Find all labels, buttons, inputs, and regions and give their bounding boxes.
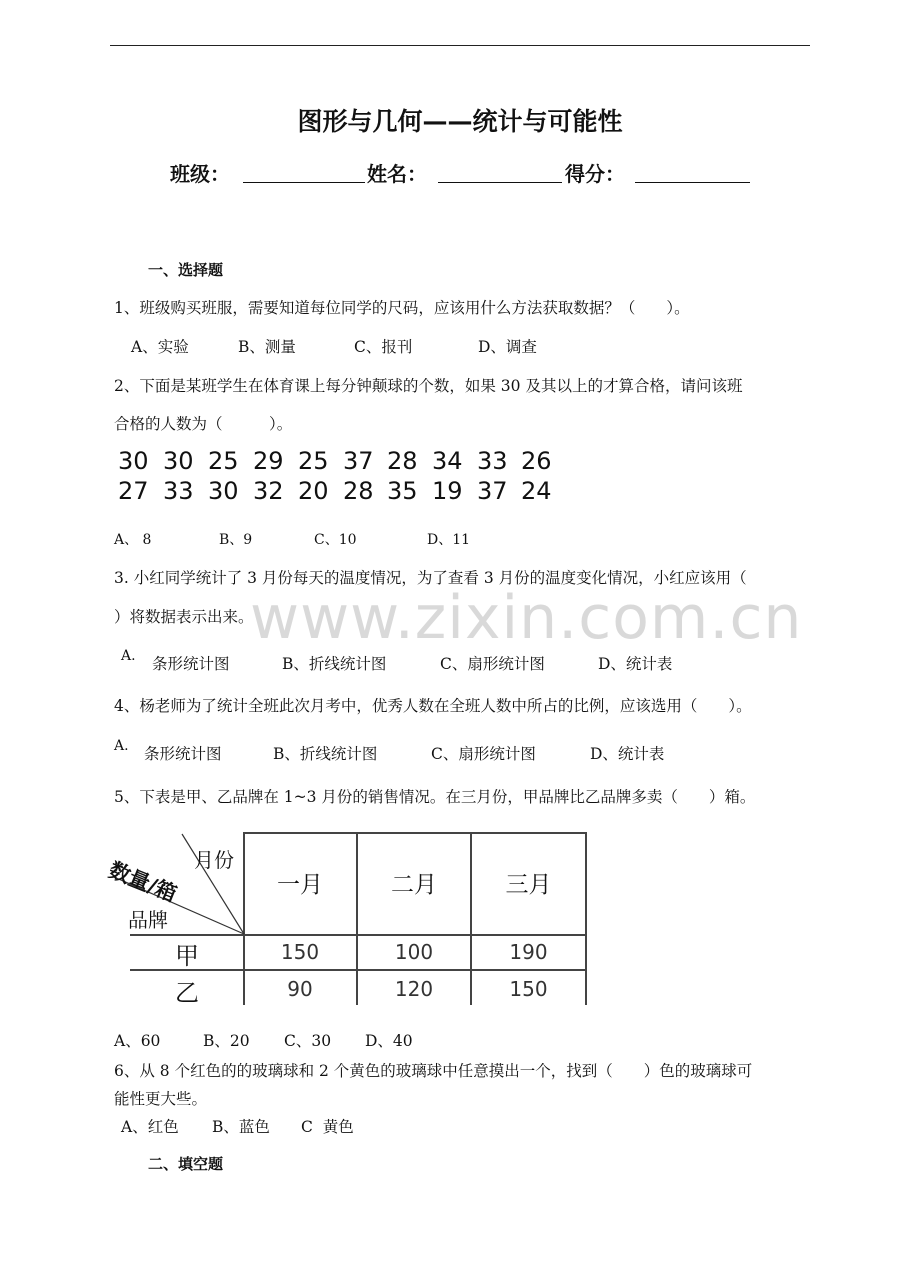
data-value: 19 [432, 477, 463, 505]
table-cell: 150 [280, 940, 320, 964]
data-value: 34 [432, 447, 463, 475]
data-value: 33 [477, 447, 508, 475]
question-3-line2: ）将数据表示出来。 [114, 608, 254, 626]
name-label: 姓名： [367, 162, 427, 186]
corner-quantity-label: 数量/箱 [105, 857, 181, 907]
q3-option-c[interactable]: C、扇形统计图 [440, 655, 545, 673]
score-label: 得分： [565, 162, 625, 186]
data-value: 25 [298, 447, 329, 475]
site-watermark: www.zixin.com.cn [250, 583, 803, 653]
q1-option-a[interactable]: A、实验 [131, 338, 189, 356]
data-value: 37 [477, 477, 508, 505]
table-cell: 120 [394, 977, 434, 1001]
sales-table [105, 832, 586, 1007]
brand-label: 乙 [175, 979, 199, 1007]
table-cell: 150 [509, 977, 548, 1001]
data-value: 35 [387, 477, 418, 505]
section-choice-heading: 一、选择题 [148, 261, 224, 279]
data-value: 30 [118, 447, 149, 475]
corner-month-label: 月份 [194, 848, 234, 872]
question-2-line2: 合格的人数为（ ）。 [114, 415, 293, 433]
q5-option-a[interactable]: A、60 [114, 1032, 161, 1050]
data-value: 25 [208, 447, 239, 475]
score-blank[interactable] [635, 182, 750, 183]
page-title: 图形与几何——统计与可能性 [297, 107, 623, 136]
q4-option-b[interactable]: B、折线统计图 [273, 745, 378, 763]
question-5: 5、下表是甲、乙品牌在 1~3 月份的销售情况。在三月份，甲品牌比乙品牌多卖（ ）箱。 [114, 788, 756, 806]
table-cell: 190 [509, 940, 548, 964]
month-header: 三月 [505, 872, 552, 898]
q1-option-d[interactable]: D、调查 [478, 338, 537, 356]
q5-option-b[interactable]: B、20 [203, 1032, 250, 1050]
table-line [243, 832, 587, 834]
top-rule [110, 45, 810, 46]
q4-option-d[interactable]: D、统计表 [590, 745, 665, 763]
data-value: 29 [253, 447, 284, 475]
month-header: 二月 [391, 872, 437, 898]
data-value: 26 [521, 447, 552, 475]
question-3-line1: 3. 小红同学统计了 3 月份每天的温度情况，为了查看 3 月份的温度变化情况，小红应该用（ [114, 569, 747, 587]
q3-option-a[interactable]: 条形统计图 [152, 655, 230, 673]
question-4: 4、杨老师为了统计全班此次月考中，优秀人数在全班人数中所占的比例，应该选用（ ）。 [114, 697, 752, 715]
question-2-line1: 2、下面是某班学生在体育课上每分钟颠球的个数，如果 30 及其以上的才算合格，请问该班 [114, 377, 743, 395]
data-value: 33 [163, 477, 194, 505]
q4-option-c[interactable]: C、扇形统计图 [431, 745, 536, 763]
data-row-1 [0, 447, 920, 479]
data-value: 30 [163, 447, 194, 475]
q6-option-b[interactable]: B、蓝色 [212, 1118, 270, 1136]
data-value: 28 [387, 447, 418, 475]
q6-option-c[interactable]: C 黄色 [301, 1118, 354, 1136]
q6-option-a[interactable]: A、红色 [121, 1118, 179, 1136]
q3-option-b[interactable]: B、折线统计图 [282, 655, 387, 673]
brand-label: 甲 [175, 942, 199, 970]
q3-option-d[interactable]: D、统计表 [598, 655, 673, 673]
table-cell: 90 [287, 977, 313, 1001]
q1-option-b[interactable]: B、测量 [238, 338, 296, 356]
q2-option-d[interactable]: D、11 [427, 532, 471, 548]
q2-option-c[interactable]: C、10 [314, 532, 357, 548]
data-value: 30 [208, 477, 239, 505]
class-blank[interactable] [243, 182, 365, 183]
data-value: 20 [298, 477, 329, 505]
q2-option-b[interactable]: B、9 [219, 532, 253, 548]
table-cell: 100 [394, 940, 434, 964]
q4-option-a-letter[interactable]: A. [114, 738, 129, 754]
q4-option-a[interactable]: 条形统计图 [144, 745, 222, 763]
class-label: 班级： [170, 162, 230, 186]
name-blank[interactable] [438, 182, 562, 183]
section-fill-heading: 二、填空题 [148, 1155, 224, 1173]
question-6-line2: 能性更大些。 [114, 1090, 208, 1108]
data-value: 28 [343, 477, 374, 505]
data-row-2 [0, 477, 920, 509]
data-value: 32 [253, 477, 284, 505]
q5-option-c[interactable]: C、30 [284, 1032, 332, 1050]
data-value: 27 [118, 477, 149, 505]
table-line [585, 832, 587, 1005]
q1-option-c[interactable]: C、报刊 [354, 338, 413, 356]
q5-option-d[interactable]: D、40 [365, 1032, 413, 1050]
corner-brand-label: 品牌 [128, 908, 168, 932]
q3-option-a-letter[interactable]: A. [121, 648, 136, 664]
month-header: 一月 [277, 872, 323, 898]
question-1: 1、班级购买班服，需要知道每位同学的尺码，应该用什么方法获取数据？（ ）。 [114, 299, 690, 317]
data-value: 37 [343, 447, 374, 475]
data-value: 24 [521, 477, 552, 505]
q2-option-a[interactable]: A、 8 [114, 532, 152, 548]
question-6-line1: 6、从 8 个红色的的玻璃球和 2 个黄色的玻璃球中任意摸出一个，找到（ ）色的玻璃球可 [114, 1062, 753, 1080]
